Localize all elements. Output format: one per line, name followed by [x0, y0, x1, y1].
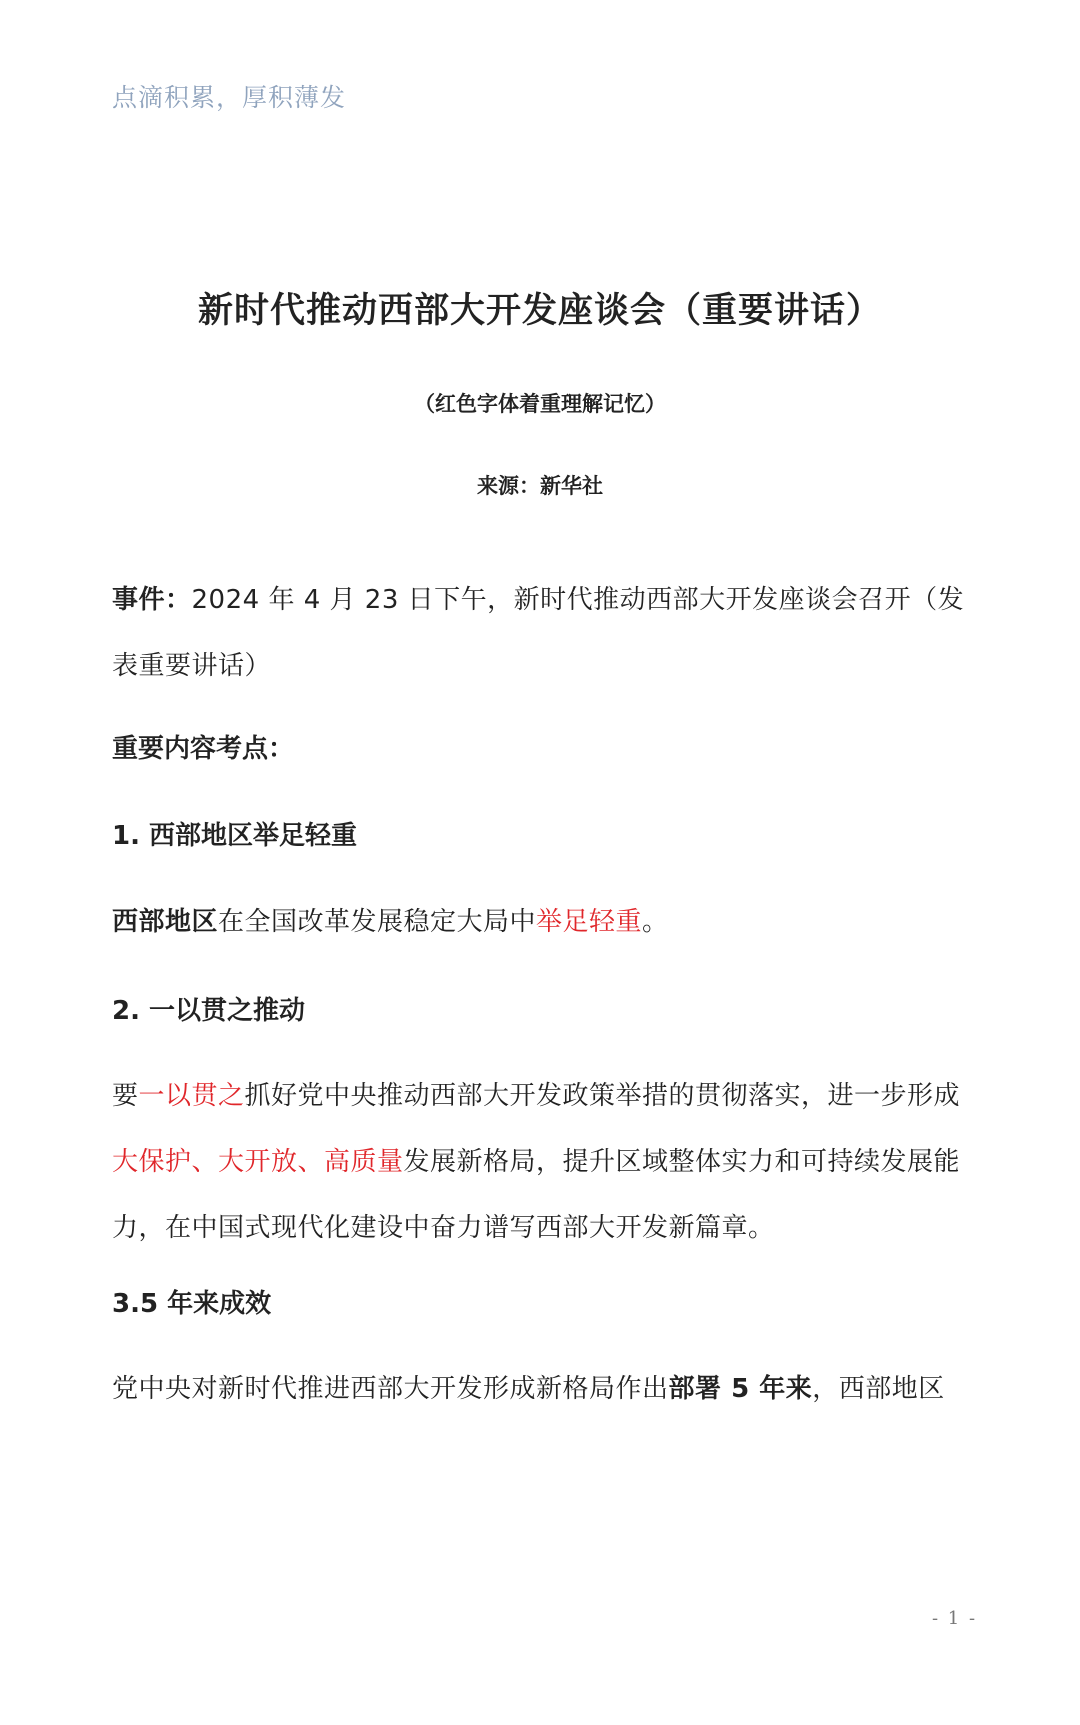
section-3-heading: 3.5 年来成效	[112, 1289, 272, 1319]
header-note: 点滴积累，厚积薄发	[112, 83, 347, 112]
section-2-run: 大保护、大开放、高质量	[112, 1147, 404, 1177]
section-1-heading: 1. 西部地区举足轻重	[112, 821, 358, 851]
event-paragraph	[112, 567, 972, 699]
section-1-paragraph	[112, 889, 972, 955]
document-title: 新时代推动西部大开发座谈会（重要讲话）	[197, 291, 882, 331]
event-text: 2024 年 4 月 23 日下午，新时代推动西部大开发座谈会召开（发表重要讲话）	[112, 585, 965, 681]
section-3-run: 部署 5 年来	[668, 1374, 813, 1404]
section-1-run: 。	[642, 907, 669, 937]
section-2-run: 一以贯之	[138, 1081, 245, 1111]
key-points-heading: 重要内容考点：	[112, 734, 295, 764]
section-2-paragraph	[112, 1063, 972, 1261]
section-2-heading: 2. 一以贯之推动	[112, 996, 306, 1026]
section-2-run: 要	[112, 1081, 139, 1111]
document-subtitle: （红色字体着重理解记忆）	[414, 392, 666, 416]
document-source: 来源：新华社	[477, 474, 603, 498]
section-1-run: 在全国改革发展稳定大局中	[218, 907, 537, 937]
section-3-run: ，西部地区	[812, 1374, 945, 1404]
section-3-paragraph	[112, 1356, 972, 1422]
section-2-run: 抓好党中央推动西部大开发政策举措的贯彻落实，进一步形成	[244, 1081, 961, 1111]
page-number: - 1 -	[932, 1608, 978, 1629]
section-3-run: 党中央对新时代推进西部大开发形成新格局作出	[112, 1374, 669, 1404]
event-label: 事件：	[112, 585, 192, 615]
section-1-run: 西部地区	[112, 907, 219, 937]
section-1-run: 举足轻重	[536, 907, 643, 937]
section-2-run: 发展新格局，提升区域整体实力和可持续发展能力，在中国式现代化建设中奋力谱写西部大开发新篇章。	[112, 1147, 961, 1243]
